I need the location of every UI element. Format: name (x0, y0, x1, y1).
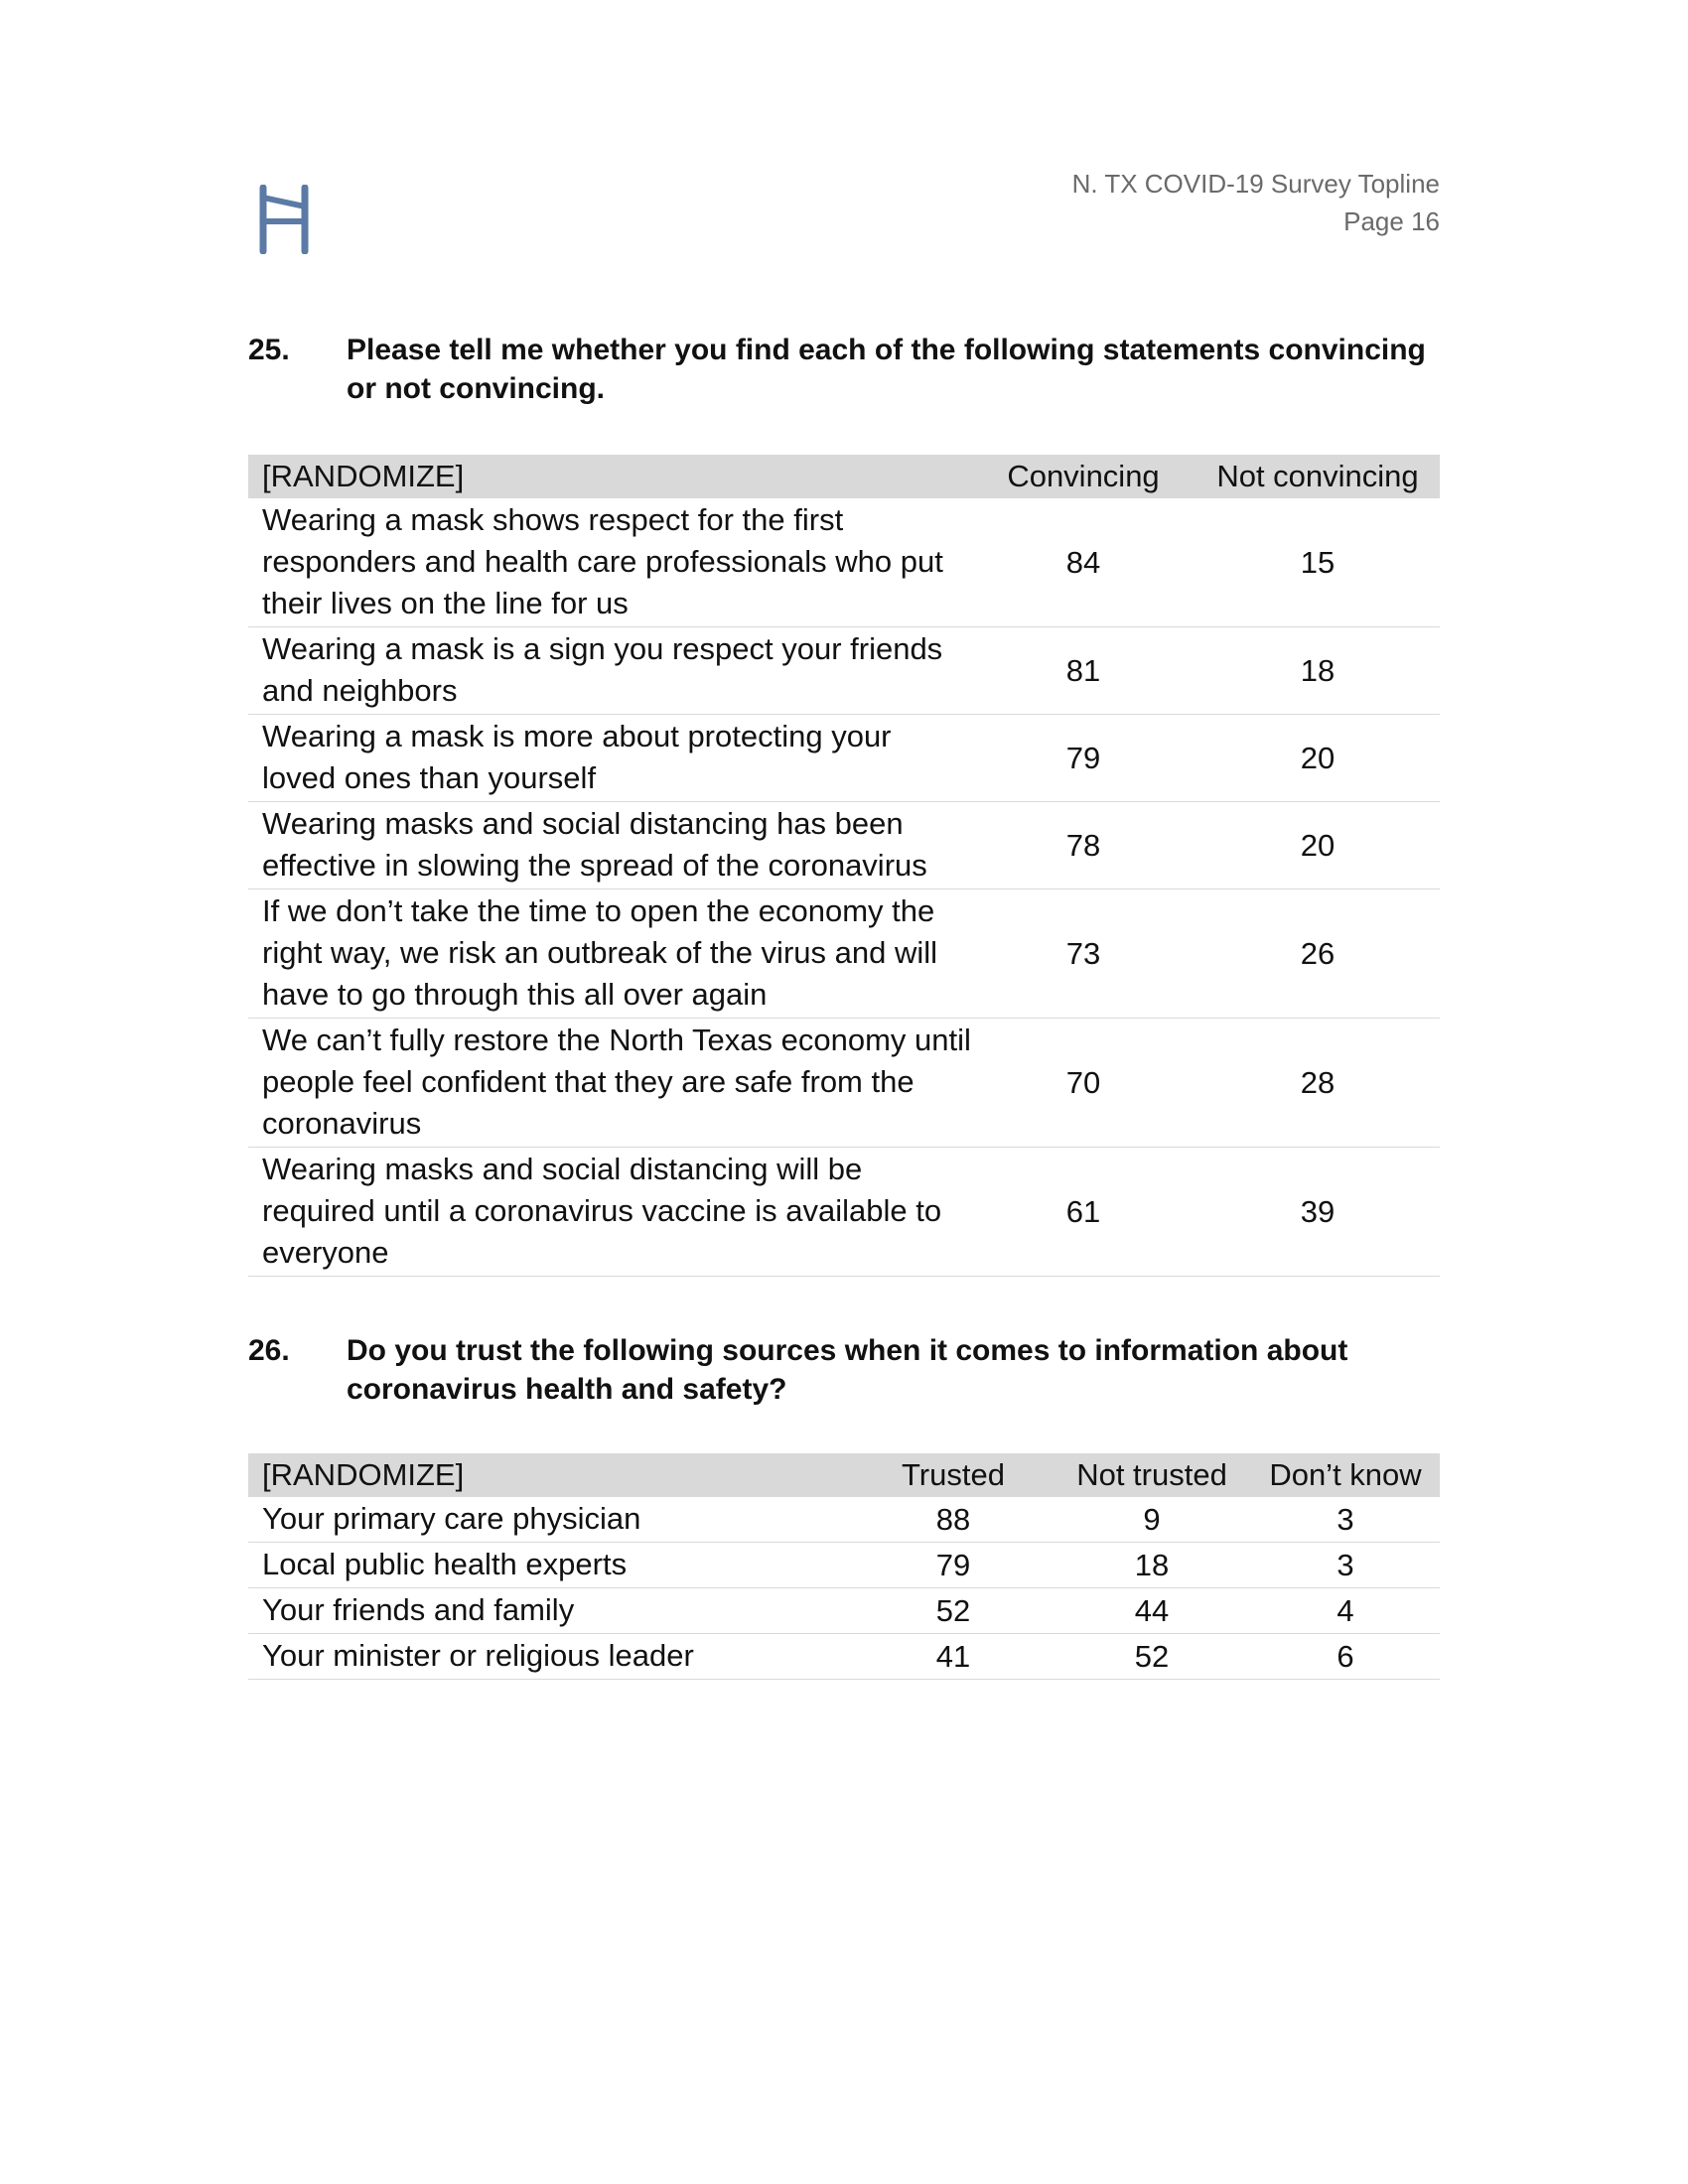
not-convincing-value: 20 (1196, 802, 1440, 889)
table-header-row (248, 1453, 1440, 1497)
table-row (248, 1634, 1440, 1680)
not-convincing-value: 26 (1196, 889, 1440, 1019)
document-title: N. TX COVID-19 Survey Topline (1071, 169, 1440, 199)
question-number: 26. (248, 1334, 290, 1367)
question-number: 25. (248, 334, 290, 366)
convincing-value: 79 (971, 715, 1196, 802)
convincing-value: 70 (971, 1019, 1196, 1148)
table-row (248, 802, 1440, 889)
convincing-value: 73 (971, 889, 1196, 1019)
statement-label: Wearing masks and social distancing has been effective in slowing the spread of the coronavirus (248, 802, 971, 889)
not-convincing-value: 28 (1196, 1019, 1440, 1148)
table-row (248, 498, 1440, 627)
table-row (248, 1148, 1440, 1277)
ladder-h-logo-icon (256, 185, 312, 254)
statement-label: Wearing a mask is more about protecting your loved ones than yourself (248, 715, 971, 802)
not-trusted-value: 44 (1053, 1588, 1251, 1634)
table-row (248, 1497, 1440, 1543)
question-text: Do you trust the following sources when it comes to information about coronavirus health and safety? (347, 1334, 1348, 1406)
trusted-value: 79 (854, 1543, 1053, 1588)
page-header (1072, 165, 1440, 240)
not-trusted-value: 9 (1053, 1497, 1251, 1543)
dont-know-value: 3 (1251, 1543, 1440, 1588)
table-row (248, 1543, 1440, 1588)
source-label: Your minister or religious leader (248, 1634, 854, 1680)
column-header-trusted: Trusted (854, 1453, 1053, 1497)
not-convincing-value: 39 (1196, 1148, 1440, 1277)
question-26 (248, 1331, 1440, 1409)
not-convincing-value: 15 (1196, 498, 1440, 627)
question-text: Please tell me whether you find each of the following statements convincing or not convincing. (347, 334, 1426, 405)
randomize-header: [RANDOMIZE] (248, 1453, 854, 1497)
table-row (248, 889, 1440, 1019)
column-header-dont-know: Don’t know (1251, 1453, 1440, 1497)
table-row (248, 627, 1440, 715)
table-row (248, 715, 1440, 802)
statement-label: Wearing a mask is a sign you respect your friends and neighbors (248, 627, 971, 715)
column-header-not-convincing: Not convincing (1196, 455, 1440, 498)
dont-know-value: 6 (1251, 1634, 1440, 1680)
statement-label: We can’t fully restore the North Texas economy until people feel confident that they are safe from the coronavirus (248, 1019, 971, 1148)
q26-results-table (248, 1453, 1440, 1680)
trusted-value: 52 (854, 1588, 1053, 1634)
not-convincing-value: 20 (1196, 715, 1440, 802)
trusted-value: 41 (854, 1634, 1053, 1680)
table-row (248, 1019, 1440, 1148)
randomize-header: [RANDOMIZE] (248, 455, 971, 498)
not-convincing-value: 18 (1196, 627, 1440, 715)
not-trusted-value: 18 (1053, 1543, 1251, 1588)
table-header-row (248, 455, 1440, 498)
convincing-value: 81 (971, 627, 1196, 715)
statement-label: Wearing a mask shows respect for the first responders and health care professionals who put their lives on the line for us (248, 498, 971, 627)
convincing-value: 84 (971, 498, 1196, 627)
convincing-value: 78 (971, 802, 1196, 889)
dont-know-value: 3 (1251, 1497, 1440, 1543)
source-label: Your friends and family (248, 1588, 854, 1634)
statement-label: If we don’t take the time to open the economy the right way, we risk an outbreak of the virus and will have to go through this all over again (248, 889, 971, 1019)
trusted-value: 88 (854, 1497, 1053, 1543)
page-number: Page 16 (1343, 206, 1440, 236)
source-label: Your primary care physician (248, 1497, 854, 1543)
dont-know-value: 4 (1251, 1588, 1440, 1634)
statement-label: Wearing masks and social distancing will be required until a coronavirus vaccine is available to everyone (248, 1148, 971, 1277)
source-label: Local public health experts (248, 1543, 854, 1588)
q25-results-table (248, 455, 1440, 1277)
convincing-value: 61 (971, 1148, 1196, 1277)
not-trusted-value: 52 (1053, 1634, 1251, 1680)
question-25 (248, 331, 1440, 408)
column-header-not-trusted: Not trusted (1053, 1453, 1251, 1497)
table-row (248, 1588, 1440, 1634)
column-header-convincing: Convincing (971, 455, 1196, 498)
